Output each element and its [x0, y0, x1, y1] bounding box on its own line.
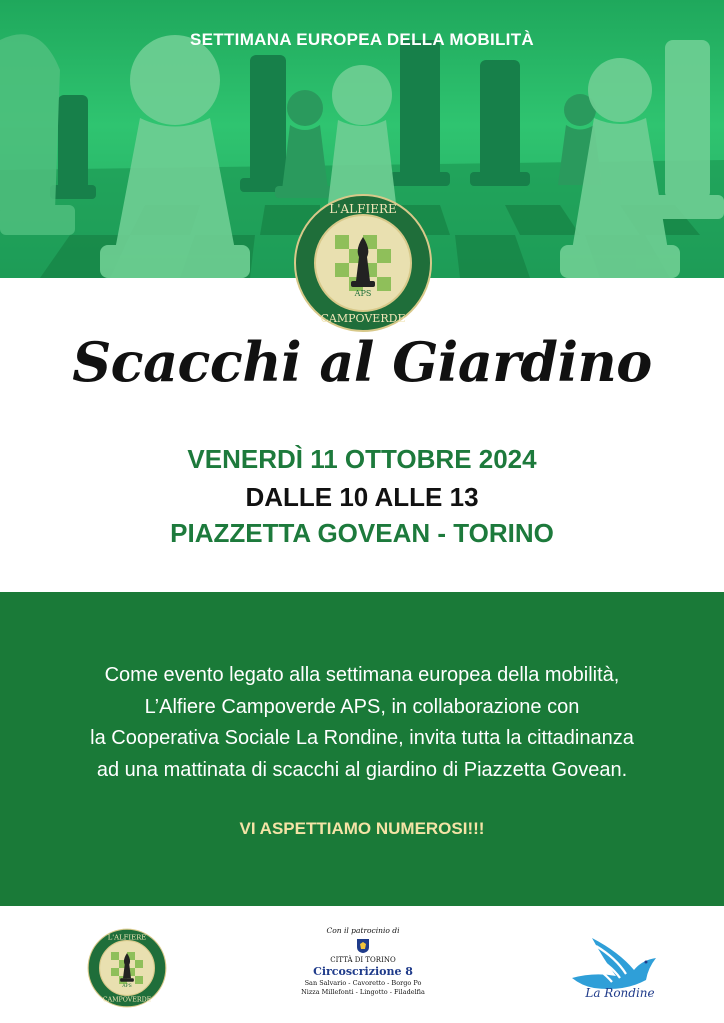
small-logo-bottom-text: CAMPOVERDE [102, 996, 152, 1004]
district-areas-1: San Salvario - Cavoretto - Borgo Po [304, 979, 422, 987]
small-logo-aps-text: APS [122, 983, 132, 989]
logo-aps-text: APS [354, 289, 372, 298]
patronage-block [290, 926, 436, 996]
description-line: L’Alfiere Campoverde APS, in collaborazione con [144, 695, 580, 718]
logo-top-text: L'ALFIERE [329, 202, 397, 216]
logo-bottom-text: CAMPOVERDE [320, 312, 406, 325]
alfiere-campoverde-logo [293, 193, 433, 333]
description-line: Come evento legato alla settimana europea della mobilità, [104, 664, 620, 686]
event-place: PIAZZETTA GOVEAN - TORINO [170, 518, 554, 548]
district-areas-2: Nizza Millefonti - Lingotto - Filadelfia [301, 988, 425, 996]
event-time: DALLE 10 ALLE 13 [245, 482, 479, 512]
banner-title: SETTIMANA EUROPEA DELLA MOBILITÀ [190, 30, 534, 49]
district-name: Circoscrizione 8 [313, 965, 413, 978]
event-description [0, 660, 724, 786]
description-line: la Cooperativa Sociale La Rondine, invita tutta la cittadinanza [90, 727, 634, 749]
city-name: CITTÀ DI TORINO [330, 956, 396, 964]
patronage-label: Con il patrocinio di [326, 926, 400, 935]
small-logo-top-text: L'ALFIERE [107, 933, 147, 942]
alfiere-campoverde-small-logo [87, 928, 167, 1008]
call-to-action: VI ASPETTIAMO NUMEROSI!!! [239, 819, 485, 838]
description-line: ad una mattinata di scacchi al giardino di Piazzetta Govean. [96, 758, 628, 781]
event-date: VENERDÌ 11 OTTOBRE 2024 [187, 444, 537, 474]
event-title: Scacchi al Giardino [72, 330, 652, 394]
la-rondine-name: La Rondine [585, 986, 655, 1000]
torino-crest-icon [356, 938, 370, 954]
